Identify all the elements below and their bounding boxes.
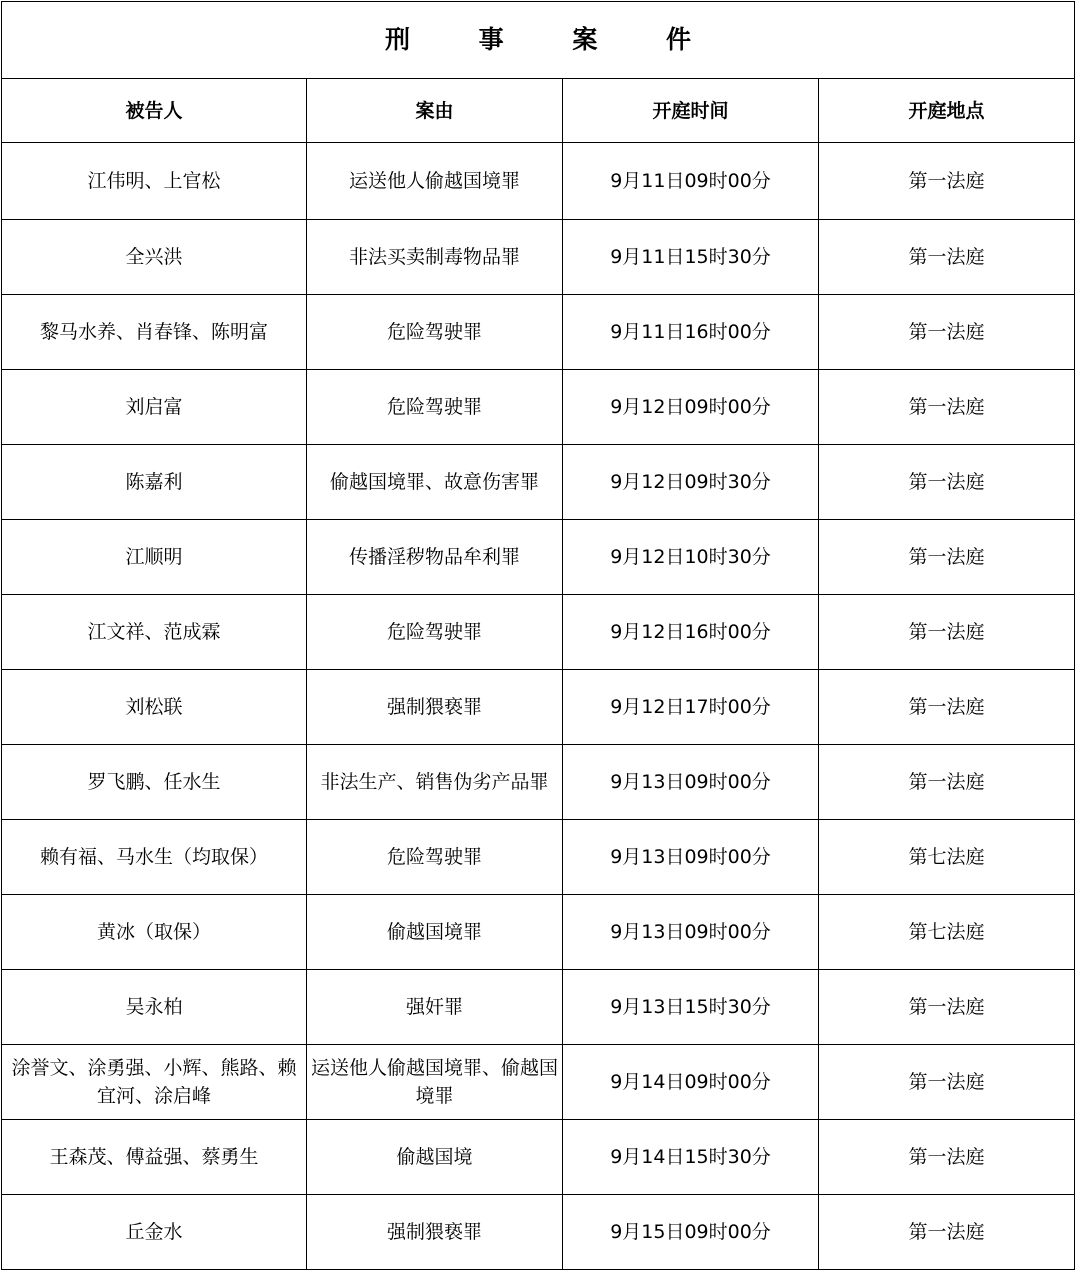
defendant-cell: 丘金水: [2, 1195, 307, 1270]
charge-cell: 危险驾驶罪: [307, 370, 563, 445]
charge-cell: 非法生产、销售伪劣产品罪: [307, 745, 563, 820]
table-row: [2, 520, 1075, 595]
table-row: [2, 295, 1075, 370]
table-row: [2, 970, 1075, 1045]
location-cell: 第一法庭: [819, 1045, 1075, 1120]
table-row: [2, 1045, 1075, 1120]
location-cell: 第七法庭: [819, 895, 1075, 970]
table-row: [2, 220, 1075, 295]
table-body: [2, 2, 1075, 1270]
defendant-cell: 黎马水养、肖春锋、陈明富: [2, 295, 307, 370]
header-time: 开庭时间: [563, 79, 819, 143]
location-cell: 第一法庭: [819, 595, 1075, 670]
charge-cell: 强奸罪: [307, 970, 563, 1045]
location-cell: 第一法庭: [819, 220, 1075, 295]
defendant-cell: 涂誉文、涂勇强、小辉、熊路、赖宜河、涂启峰: [2, 1045, 307, 1120]
table-row: [2, 445, 1075, 520]
time-cell: 9月11日16时00分: [563, 295, 819, 370]
charge-cell: 传播淫秽物品牟利罪: [307, 520, 563, 595]
defendant-cell: 赖有福、马水生（均取保）: [2, 820, 307, 895]
header-row: [2, 79, 1075, 143]
defendant-cell: 黄冰（取保）: [2, 895, 307, 970]
defendant-cell: 吴永柏: [2, 970, 307, 1045]
charge-cell: 非法买卖制毒物品罪: [307, 220, 563, 295]
table-row: [2, 895, 1075, 970]
charge-cell: 运送他人偷越国境罪: [307, 143, 563, 220]
time-cell: 9月15日09时00分: [563, 1195, 819, 1270]
table-row: [2, 745, 1075, 820]
title-row: [2, 2, 1075, 79]
defendant-cell: 陈嘉利: [2, 445, 307, 520]
table-title: [2, 2, 1075, 79]
location-cell: 第一法庭: [819, 670, 1075, 745]
time-cell: 9月13日09时00分: [563, 820, 819, 895]
table-row: [2, 820, 1075, 895]
charge-cell: 强制猥亵罪: [307, 1195, 563, 1270]
defendant-cell: 江顺明: [2, 520, 307, 595]
table-row: [2, 1195, 1075, 1270]
time-cell: 9月13日15时30分: [563, 970, 819, 1045]
charge-cell: 偷越国境罪、故意伤害罪: [307, 445, 563, 520]
defendant-cell: 刘启富: [2, 370, 307, 445]
charge-cell: 危险驾驶罪: [307, 295, 563, 370]
defendant-cell: 刘松联: [2, 670, 307, 745]
table-row: [2, 370, 1075, 445]
charge-cell: 危险驾驶罪: [307, 820, 563, 895]
time-cell: 9月13日09时00分: [563, 745, 819, 820]
defendant-cell: 江伟明、上官松: [2, 143, 307, 220]
header-location: 开庭地点: [819, 79, 1075, 143]
time-cell: 9月13日09时00分: [563, 895, 819, 970]
header-defendant: 被告人: [2, 79, 307, 143]
table-row: [2, 670, 1075, 745]
location-cell: 第七法庭: [819, 820, 1075, 895]
location-cell: 第一法庭: [819, 1195, 1075, 1270]
location-cell: 第一法庭: [819, 1120, 1075, 1195]
time-cell: 9月12日09时00分: [563, 370, 819, 445]
location-cell: 第一法庭: [819, 370, 1075, 445]
defendant-cell: 全兴洪: [2, 220, 307, 295]
time-cell: 9月11日09时00分: [563, 143, 819, 220]
location-cell: 第一法庭: [819, 520, 1075, 595]
location-cell: 第一法庭: [819, 745, 1075, 820]
table-title-text: 刑 事 案 件: [384, 25, 722, 54]
time-cell: 9月11日15时30分: [563, 220, 819, 295]
time-cell: 9月14日09时00分: [563, 1045, 819, 1120]
location-cell: 第一法庭: [819, 295, 1075, 370]
time-cell: 9月12日09时30分: [563, 445, 819, 520]
charge-cell: 偷越国境: [307, 1120, 563, 1195]
location-cell: 第一法庭: [819, 970, 1075, 1045]
time-cell: 9月12日10时30分: [563, 520, 819, 595]
criminal-case-schedule-table: [1, 1, 1075, 1270]
time-cell: 9月14日15时30分: [563, 1120, 819, 1195]
time-cell: 9月12日16时00分: [563, 595, 819, 670]
table-row: [2, 1120, 1075, 1195]
defendant-cell: 王森茂、傅益强、蔡勇生: [2, 1120, 307, 1195]
charge-cell: 偷越国境罪: [307, 895, 563, 970]
table-row: [2, 595, 1075, 670]
charge-cell: 危险驾驶罪: [307, 595, 563, 670]
charge-cell: 运送他人偷越国境罪、偷越国境罪: [307, 1045, 563, 1120]
charge-cell: 强制猥亵罪: [307, 670, 563, 745]
location-cell: 第一法庭: [819, 143, 1075, 220]
defendant-cell: 罗飞鹏、任水生: [2, 745, 307, 820]
defendant-cell: 江文祥、范成霖: [2, 595, 307, 670]
time-cell: 9月12日17时00分: [563, 670, 819, 745]
header-charge: 案由: [307, 79, 563, 143]
location-cell: 第一法庭: [819, 445, 1075, 520]
table-row: [2, 143, 1075, 220]
